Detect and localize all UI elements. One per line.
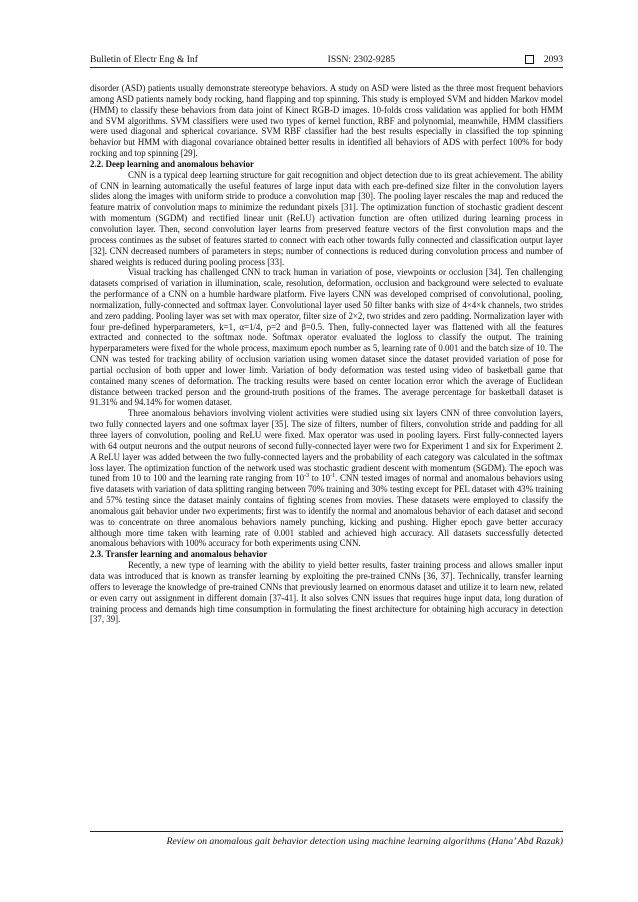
paragraph-2-2-1: CNN is a typical deep learning structure for gait recognition and object detection due to its great achievement. The ability of CNN in learning automatically the useful features of large input data with each pre-defined size filter in the convolution layers slides along the images with uniform stride to produce a convolution map [30]. The pooling layer rescales the map and reduced the feature matrix of convolution maps to minimize the redundant pixels [31]. The optimization function of stochastic gradient descent with momentum (SGDM) and rectified linear unit (ReLU) activation function are often utilized during learning process in convolution layer. Then, second convolution layer learns from preserved feature vectors of the first convolution maps and the process continues as the subset of features started to connect with each other towards fully connected and classification output layer [32]. CNN decreased numbers of parameters in steps; number of connections is reduced during convolution process and number of shared weights is reduced during pooling process [33]. [90,169,563,267]
paragraph-2-2-2: Visual tracking has challenged CNN to track human in variation of pose, viewpoints or occlusion [34]. Ten challenging datasets comprised of variation in illumination, scale, resolution, deformation, occlusion and background were selected to evaluate the performance of a CNN on a humble hardware platform. Five layers CNN was developed comprised of convolutional, pooling, normalization, fully-connected and softmax layer. Convolutional layer used 50 filter banks with size of 4×4×k channels, two strides and zero padding. Pooling layer was set with max operator, filter size of 2×2, two strides and zero padding. Normalization layer with four pre-defined hyperparameters, k=1, α=1/4, ρ=2 and β=0.5. Then, fully-connected layer was flattened with all the features extracted and connected to the softmax node. Softmax operator evaluated the logloss to classify the output. The training hyperparameters were fixed for the whole process, maximum epoch number as 5, learning rate of 0.001 and the batch size of 10. The CNN was tested for tracking ability of occlusion variation using women dataset since the dataset provided variation of pose for partial occlusion of both upper and lower limb. Variation of body deformation was tested using video of basketball game that contained many scenes of deformation. The tracking results were based on center location error which the average of Euclidean distance between tracked person and the ground-truth positions of the frames. The average percentage for basketball dataset is 91.31% and 94.14% for women dataset. [90,267,563,408]
footer-rule [90,831,563,832]
superscript-exponent: -3 [304,473,310,480]
checkbox-square-icon [525,55,534,64]
header-rule [90,67,563,68]
paragraph-2-3-1: Recently, a new type of learning with the ability to yield better results, faster training process and allows smaller input data was introduced that is known as transfer learning by exploiting the pre-trained CNNs [36, 37]. Technically, transfer learning offers to leverage the knowledge of pre-trained CNNs that previously learned on enormous dataset and utilize it to learn new, related or even carry out assignment in different domain [37-41]. It also solves CNN issues that requires huge input data, long duration of training process and demands high time consumption in formulating the finest architecture for obtaining high accuracy in detection [37, 39]. [90,560,563,625]
superscript-exponent: -1 [330,473,336,480]
paragraph-2-2-3-part-c: . CNN tested images of normal and anomalous behaviors using five datasets with variation of data splitting ranging between 70% training and 30% testing except for PEL dataset with 43% training and 57% testing since the dataset mainly contains of fighting scenes from movies. These datasets were employed to classify the anomalous gait behavior under two experiments; first was to identify the normal and anomalous behavior of each dataset and second was to concentrate on three anomalous behaviors namely punching, kicking and pushing. Higher epoch gave better accuracy although more time taken with learning rate of 0.001 stabled and achieved high accuracy. All datasets successfully detected anomalous behaviors with 100% accuracy for both experiments using CNN. [90,473,563,549]
paragraph-intro: disorder (ASD) patients usually demonstrate stereotype behaviors. A study on ASD were listed as the three most frequent behaviors among ASD patients namely body rocking, hand flapping and top spinning. This study is employed SVM and hidden Markov model (HMM) to classify these behaviors from data joint of Kinect RGB-D images. 10-folds cross validation was applied for both HMM and SVM algorithms. SVM classifiers were used two types of kernel function, RBF and polynomial, meanwhile, HMM classifiers were used diagonal and spherical covariance. SVM RBF classifier had the best results especially in classified the top spinning behavior but HMM with diagonal covariance obtained better results in identified all behaviors of ADS with perfect 100% for body rocking and top spinning [29]. [90,83,563,159]
running-footer: Review on anomalous gait behavior detection using machine learning algorithms (Hana’ Abd Razak) [166,836,563,847]
section-heading-2-3: 2.3. Transfer learning and anomalous behavior [90,549,268,560]
page-body [90,83,563,625]
journal-name: Bulletin of Electr Eng & Inf [90,54,198,65]
header-right [525,54,563,65]
paragraph-2-2-3-part-a: Three anomalous behaviors involving violent activities were studied using six layers CNN of three convolution layers, two fully connected layers and one softmax layer [35]. The size of filters, number of filters, convolution stride and padding for all three layers of convolution, pooling and ReLU were fixed. Max operator was used in pooling layers. First fully-connected layers with 64 output neurons and the output neurons of second fully-connected layer were two for Experiment 1 and six for Experiment 2. A ReLU layer was added between the two fully-connected layers and the probability of each category was calculated in the softmax loss layer. The optimization function of the network used was stochastic gradient descent with momentum (SGDM). The epoch was tuned from 10 to 100 and the learning rate ranging from 10 [90,408,563,484]
paragraph-2-2-3 [90,408,563,549]
page-header [90,54,563,65]
section-heading-2-2: 2.2. Deep learning and anomalous behavior [90,158,254,169]
page-number: 2093 [543,54,563,65]
paragraph-2-2-3-part-b: to 10 [309,473,331,484]
issn: ISSN: 2302-9285 [327,54,396,65]
